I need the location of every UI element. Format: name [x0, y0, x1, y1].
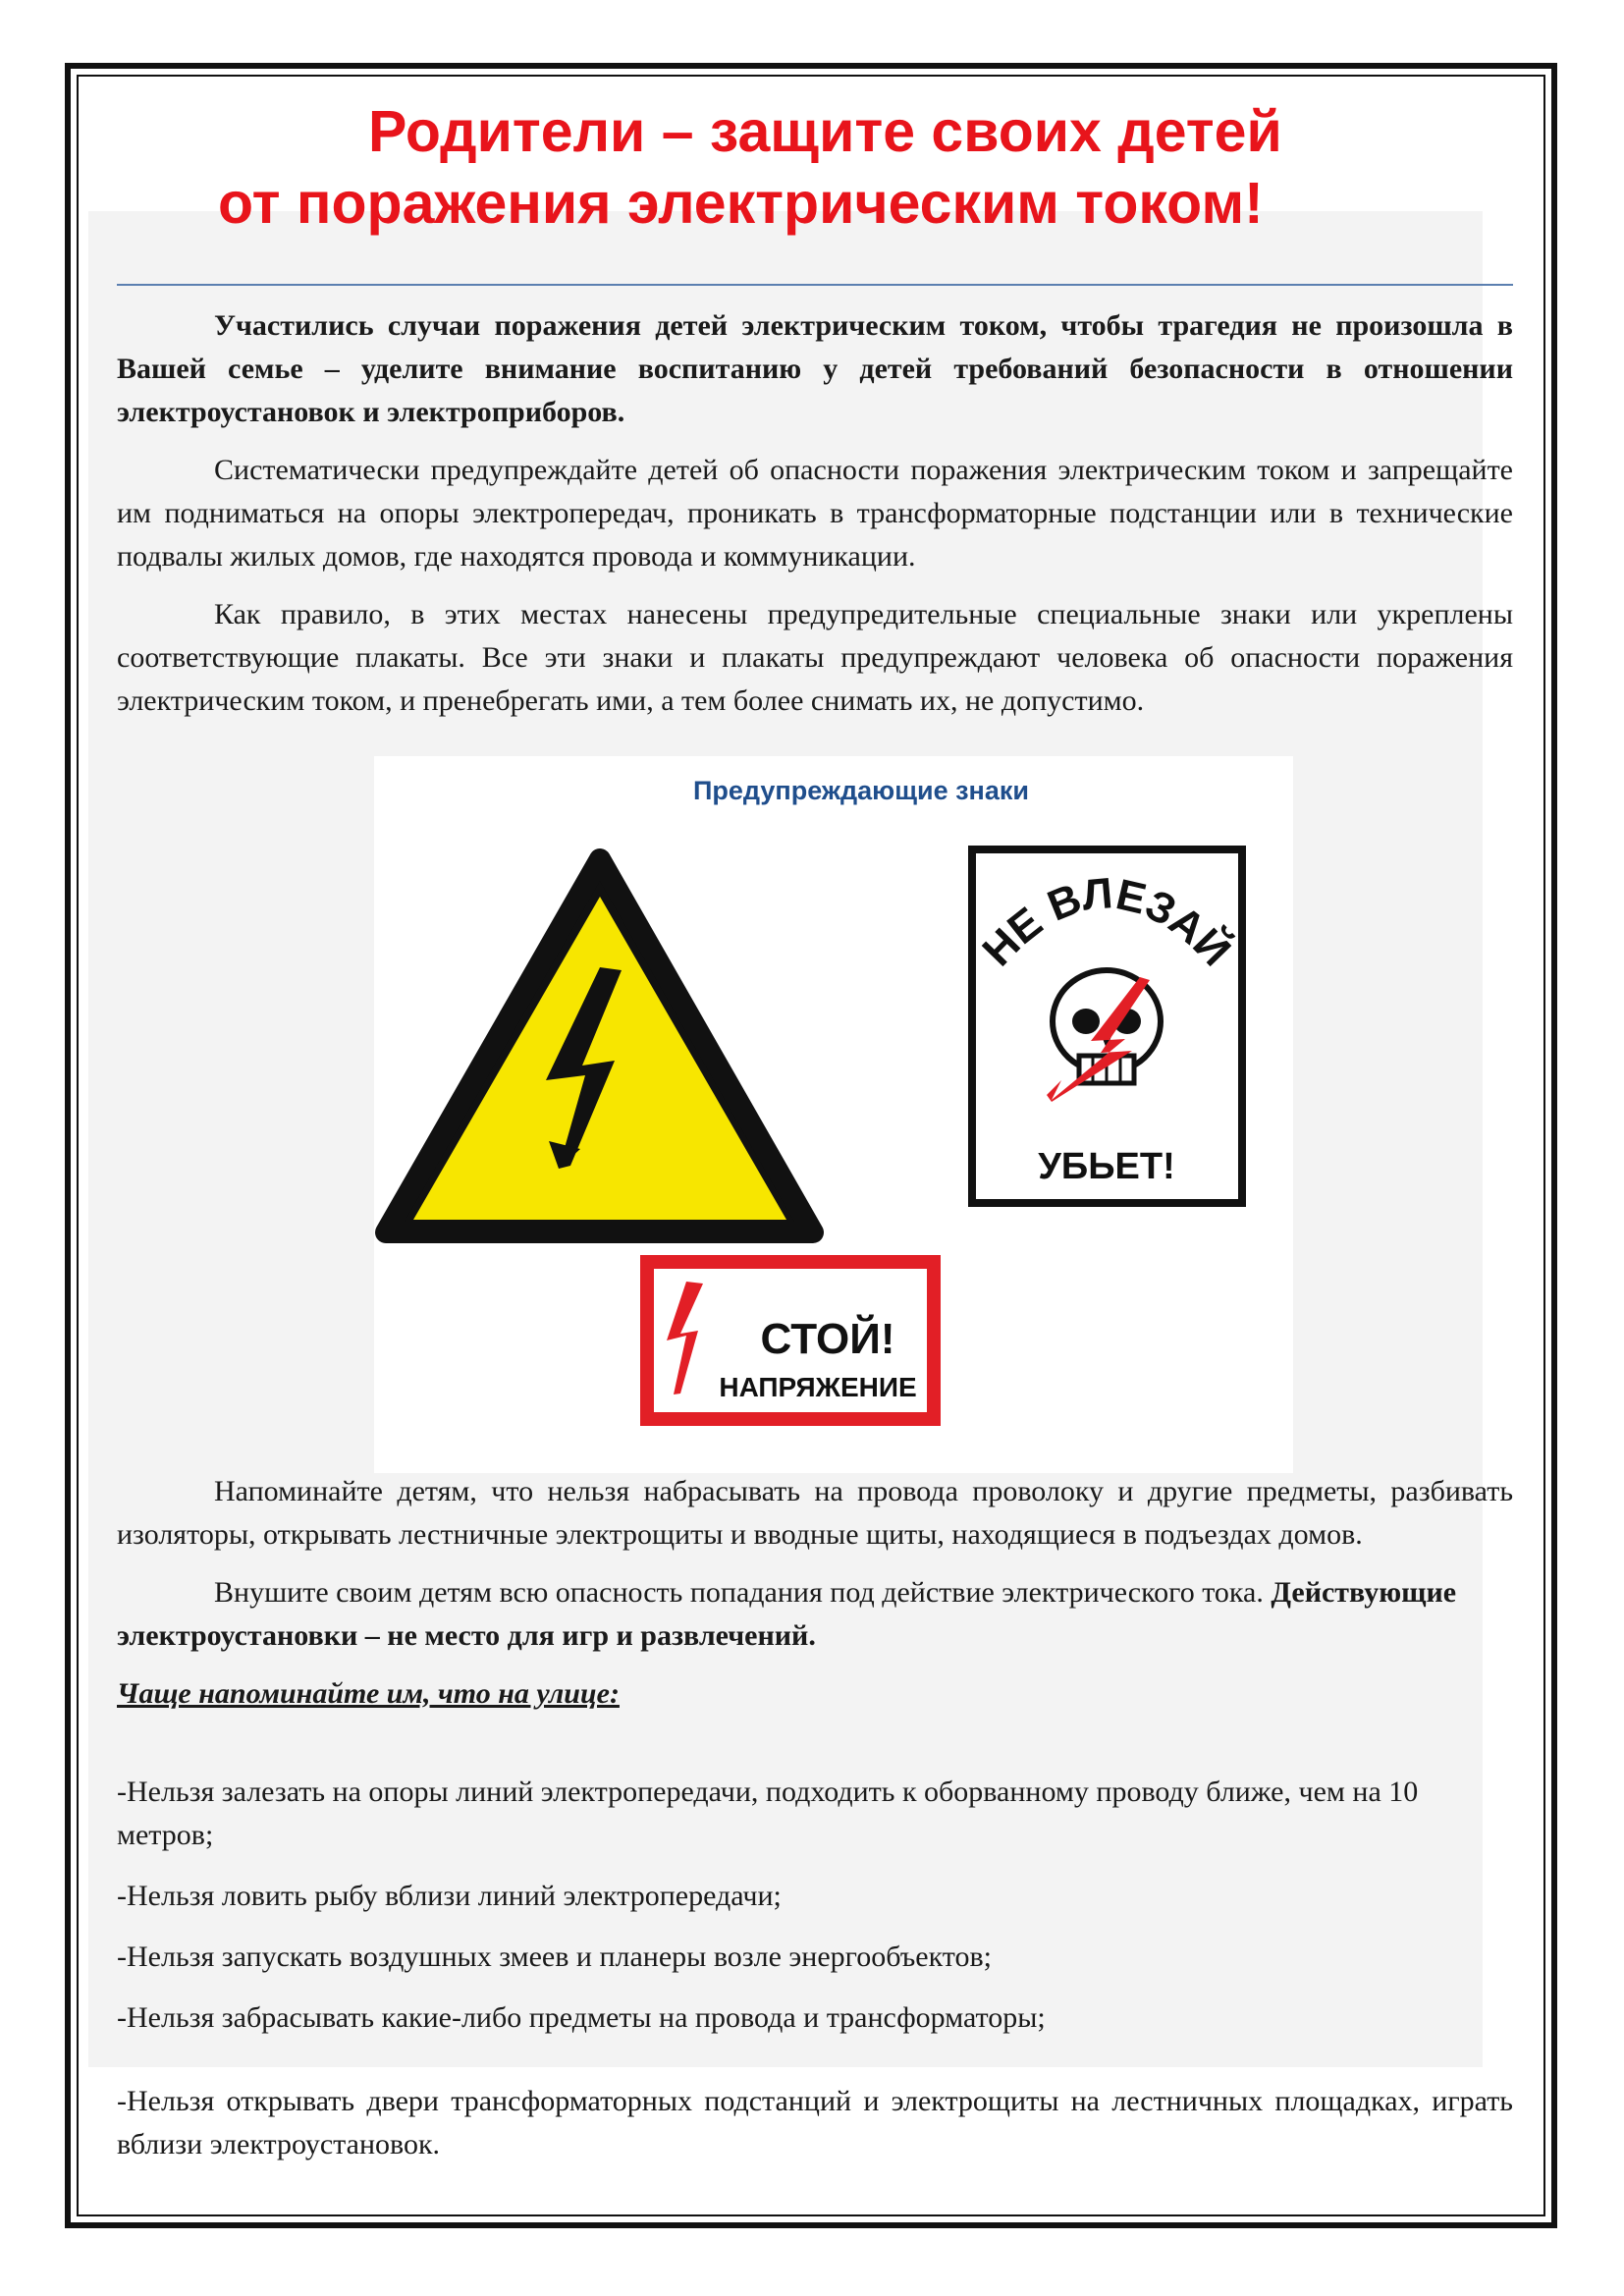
stop-voltage-sign-icon: [647, 1262, 934, 1419]
title-line-1: Родители – защите своих детей: [368, 99, 1282, 164]
signs-graphic: [374, 756, 1293, 1473]
reminders-text: [117, 1470, 1513, 1730]
paragraph-1: Участились случаи поражения детей электрическим током, чтобы трагедия не произошла в Вашей семье – уделите внимание воспитанию у детей требований безопасности в отношении электроустановок и электроприборов.: [117, 309, 1513, 428]
list-item: -Нельзя запускать воздушных змеев и планеры возле энергообъектов;: [117, 1941, 992, 1973]
rules-list-last: [117, 2080, 1513, 2166]
do-not-climb-sign-icon: [972, 849, 1242, 1203]
warning-signs-image: [374, 756, 1293, 1473]
list-item: -Нельзя забрасывать какие-либо предметы на провода и трансформаторы;: [117, 2001, 1046, 2034]
sign-do-not-climb-text: НЕ ВЛЕЗАЙ: [973, 869, 1240, 976]
high-voltage-triangle-icon: [386, 859, 813, 1232]
sign-kills-text: УБЬЕТ!: [1038, 1146, 1175, 1187]
signs-caption: Предупреждающие знаки: [693, 776, 1029, 805]
list-item: -Нельзя залезать на опоры линий электропередачи, подходить к оборванному проводу ближе, чем на 10 метров;: [117, 1776, 1419, 1851]
sign-voltage-text: НАПРЯЖЕНИЕ: [719, 1372, 917, 1402]
intro-text: [117, 304, 1513, 723]
sign-stop-text: СТОЙ!: [760, 1315, 895, 1363]
subheading: Чаще напоминайте им, что на улице:: [117, 1677, 620, 1710]
paragraph-5-emphasis: Действующие электроустановки – не место для игр и развлечений.: [117, 1576, 1457, 1652]
paragraph-5: [117, 1571, 1513, 1658]
list-item: -Нельзя открывать двери трансформаторных подстанций и электрощиты на лестничных площадках, играть вблизи электроустановок.: [117, 2085, 1513, 2160]
rules-list: [117, 1771, 1462, 2040]
list-item: -Нельзя ловить рыбу вблизи линий электропередачи;: [117, 1880, 782, 1912]
paragraph-2: Систематически предупреждайте детей об опасности поражения электрическим током и запрещайте им подниматься на опоры электропередач, проникать в трансформаторные подстанции или в технические подвалы жилых домов, где находятся провода и коммуникации.: [117, 454, 1513, 573]
paragraph-4: Напоминайте детям, что нельзя набрасывать на провода проволоку и другие предметы, разбивать изоляторы, открывать лестничные электрощиты и вводные щиты, находящиеся в подъездах домов.: [117, 1475, 1513, 1551]
title-divider: [117, 284, 1513, 286]
page-title: [118, 96, 1512, 240]
paragraph-3: Как правило, в этих местах нанесены предупредительные специальные знаки или укреплены соответствующие плакаты. Все эти знаки и плакаты предупреждают человека об опасности поражения электрическим током, и пренебрегать ими, а тем более снимать их, не допустимо.: [117, 598, 1513, 717]
paragraph-5-text: Внушите своим детям всю опасность попадания под действие электрического тока.: [214, 1576, 1264, 1609]
title-line-2: от поражения электрическим током!: [218, 171, 1264, 236]
